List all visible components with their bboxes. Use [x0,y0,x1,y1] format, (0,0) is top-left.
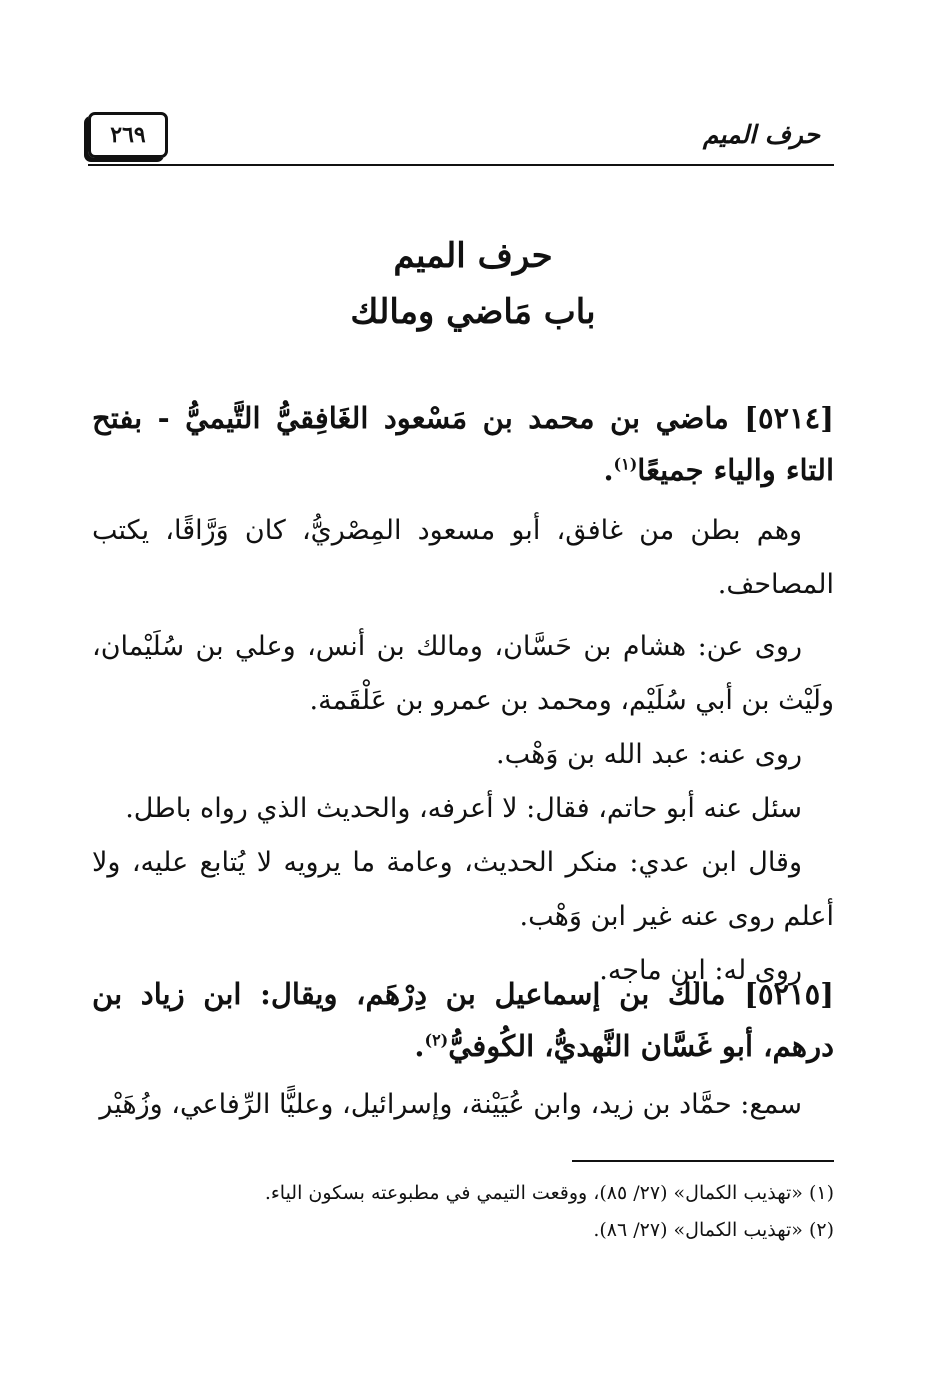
header-rule [88,164,834,166]
entry-heading-text: [٥٢١٤] ماضي بن محمد بن مَسْعود الغَافِقيُّ التَّيميُّ - بفتح التاء والياء جميعًا [92,401,834,487]
paragraph: سئل عنه أبو حاتم، فقال: لا أعرفه، والحديث الذي رواه باطل. [125,793,802,824]
entry-5214 [92,392,834,998]
footnote-1: (١) «تهذيب الكمال» (٢٧/ ٨٥)، ووقعت التيمي في مطبوعته بسكون الياء. [264,1182,834,1204]
chapter-subtitle: باب مَاضي ومالك [350,292,596,332]
chapter-title: حرف الميم [393,236,553,276]
entry-heading [92,968,834,1072]
paragraph: روى عن: هشام بن حَسَّان، ومالك بن أنس، وعلي بن سُلَيْمان، ولَيْث بن أبي سُلَيْم، ومحمد بن عمرو بن عَلْقَمة. [92,631,834,716]
entry-heading [92,392,834,496]
footnote-rule [572,1160,834,1162]
page-number: ٢٦٩ [88,112,168,158]
paragraph: روى عنه: عبد الله بن وَهْب. [496,739,802,770]
entry-5215 [92,968,834,1132]
footnote-2: (٢) «تهذيب الكمال» (٢٧/ ٨٦). [593,1219,834,1241]
footnote-ref: (٢) [424,1030,449,1050]
entry-heading-text: [٥٢١٥] مالك بن إسماعيل بن دِرْهَم، ويقال: ابن زياد بن درهم، أبو غَسَّان النَّهديُّ، الكُوفيُّ [92,977,834,1063]
heading-end: . [603,453,614,487]
footnote-ref: (١) [613,454,638,474]
heading-end: . [414,1029,425,1063]
running-title: حرف الميم [702,120,820,149]
paragraph: وهم بطن من غافق، أبو مسعود المِصْريُّ، كان وَرَّاقًا، يكتب المصاحف. [92,515,834,600]
paragraph: وقال ابن عدي: منكر الحديث، وعامة ما يرويه لا يُتابع عليه، ولا أعلم روى عنه غير ابن وَهْب. [92,847,834,932]
running-head [88,112,834,168]
paragraph: روى له: ابن ماجه. [599,955,802,986]
paragraph: سمع: حمَّاد بن زيد، وابن عُيَيْنة، وإسرائيل، وعليًّا الرِّفاعي، وزُهَيْر [99,1089,802,1120]
